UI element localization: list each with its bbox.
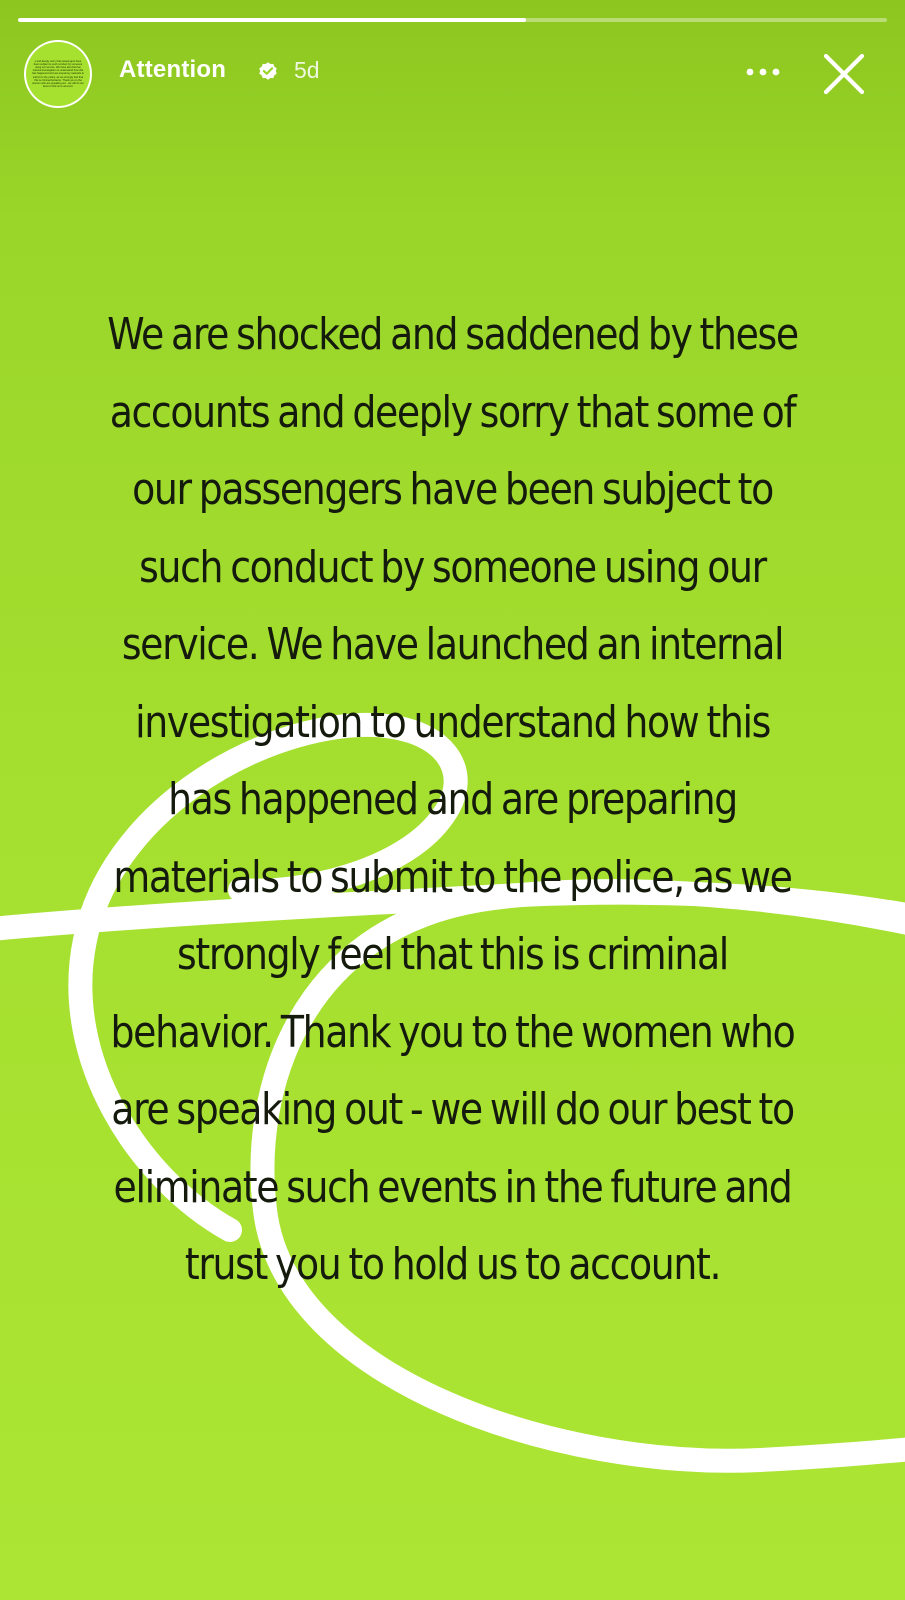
close-icon <box>822 52 866 96</box>
more-options-button[interactable] <box>742 56 784 88</box>
avatar-thumbnail-text: s and deeply sorry that passengers have been subject to such conduct by someone using our service. We have launched an internal investigation to understand how this has happened and are preparing materials to submit to the police, as we strongly feel that this is criminal behavior. Thank you to the women who are speaking out - we will do our best to hold us to account. <box>32 59 84 89</box>
verified-badge-icon <box>257 60 279 82</box>
post-time: 5d <box>294 57 320 83</box>
username-link[interactable]: Attention <box>119 56 227 83</box>
close-button[interactable] <box>820 50 868 98</box>
story-progress-bar <box>18 18 887 22</box>
more-horizontal-icon <box>745 67 781 77</box>
story-header <box>24 40 884 110</box>
avatar-thumbnail <box>26 42 90 106</box>
avatar[interactable] <box>24 40 92 108</box>
statement-text: We are shocked and saddened by these accounts and deeply sorry that some of our passengers have been subject to such conduct by someone using our service. We have launched an internal investigation to understand how this has happened and are preparing materials to submit to the police, as we strongly feel that this is criminal behavior. Thank you to the women who are speaking out - we will do our best to eliminate such events in the future and trust you to hold us to account. <box>107 309 798 1290</box>
story-progress-fill <box>18 18 526 22</box>
